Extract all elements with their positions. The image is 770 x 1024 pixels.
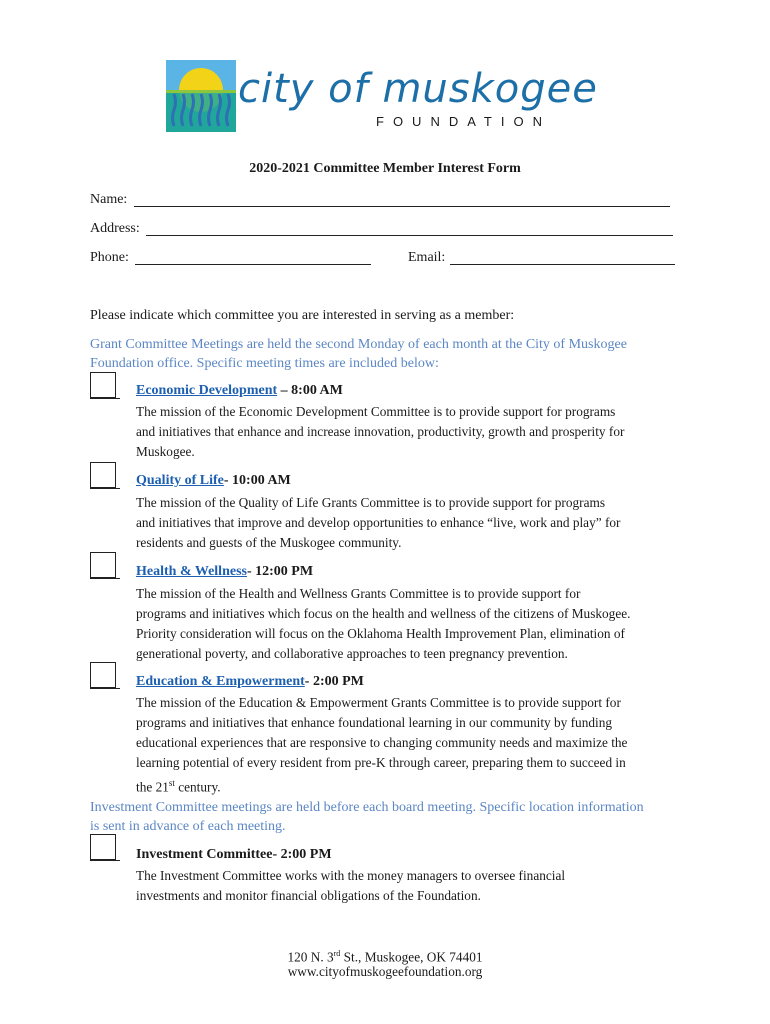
sun-waves-icon: [166, 60, 236, 132]
committee-heading: [136, 383, 343, 399]
checkbox-underline: [90, 578, 120, 579]
committee-time: - 10:00 AM: [223, 473, 291, 488]
description-line: programs and initiatives that enhance foundational learning in our community by funding: [136, 715, 612, 730]
investment-note-line-1: Investment Committee meetings are held before each board meeting. Specific location information: [90, 800, 644, 815]
checkbox-underline: [90, 860, 120, 861]
description-line: The mission of the Economic Development Committee is to provide support for programs: [136, 404, 616, 419]
checkbox-underline: [90, 488, 120, 489]
grant-note-line-1: Grant Committee Meetings are held the second Monday of each month at the City of Muskogee: [90, 337, 627, 352]
email-field[interactable]: [450, 264, 675, 265]
logo-wordmark: city of muskogee: [238, 66, 598, 112]
name-field[interactable]: [134, 206, 670, 207]
committee-description: [136, 584, 681, 664]
health-wellness-checkbox[interactable]: [90, 552, 116, 578]
committee-name-link[interactable]: Quality of Life: [136, 473, 224, 488]
description-line: educational experiences that are responsive to changing community needs and maximize the: [136, 735, 628, 750]
address-field[interactable]: [146, 235, 673, 236]
committee-time: – 8:00 AM: [277, 383, 343, 398]
committee-name-link[interactable]: Economic Development: [136, 383, 278, 398]
footer-website[interactable]: www.cityofmuskogeefoundation.org: [287, 964, 483, 979]
description-line: The mission of the Education & Empowerment Grants Committee is to provide support for: [136, 695, 621, 710]
investment-description: [136, 866, 681, 906]
description-line: residents and guests of the Muskogee community.: [136, 535, 402, 550]
committee-description: [136, 693, 681, 797]
footer-address: 120 N. 3rd St., Muskogee, OK 74401: [287, 949, 483, 965]
investment-note-line-2: is sent in advance of each meeting.: [90, 819, 286, 834]
checkbox-underline: [90, 398, 120, 399]
investment-heading: Investment Committee- 2:00 PM: [136, 847, 332, 862]
description-line: learning potential of every resident from pre-K through career, preparing them to succeed in: [136, 755, 626, 770]
description-line: programs and initiatives which focus on the health and wellness of the citizens of Muskogee.: [136, 606, 631, 621]
description-line: The Investment Committee works with the money managers to oversee financial: [136, 868, 566, 883]
description-line: Muskogee.: [136, 444, 195, 459]
description-line: generational poverty, and collaborative approaches to teen pregnancy prevention.: [136, 646, 568, 661]
quality-of-life-checkbox[interactable]: [90, 462, 116, 488]
economic-development-checkbox[interactable]: [90, 372, 116, 398]
description-line: and initiatives that improve and develop opportunities to enhance “live, work and play” for: [136, 515, 621, 530]
committee-heading: [136, 564, 313, 580]
description-line: the 21st century.: [136, 778, 221, 795]
committee-name-link[interactable]: Health & Wellness: [136, 564, 247, 579]
intro-text: Please indicate which committee you are interested in serving as a member:: [90, 308, 515, 323]
description-line: investments and monitor financial obligations of the Foundation.: [136, 888, 481, 903]
committee-heading: [136, 674, 364, 690]
phone-label: Phone:: [90, 250, 129, 265]
foundation-logo: [166, 60, 606, 136]
committee-description: [136, 402, 681, 462]
description-line: Priority consideration will focus on the Oklahoma Health Improvement Plan, elimination of: [136, 626, 625, 641]
email-label: Email:: [408, 250, 446, 265]
committee-description: [136, 493, 681, 553]
grant-note-line-2: Foundation office. Specific meeting times are included below:: [90, 356, 439, 371]
committee-name-link[interactable]: Education & Empowerment: [136, 674, 305, 689]
education-empowerment-checkbox[interactable]: [90, 662, 116, 688]
committee-time: - 2:00 PM: [304, 674, 364, 689]
address-label: Address:: [90, 221, 140, 236]
form-title: 2020-2021 Committee Member Interest Form: [249, 161, 521, 176]
committee-heading: [136, 473, 291, 489]
name-label: Name:: [90, 192, 128, 207]
logo-subtitle: FOUNDATION: [376, 114, 551, 129]
description-line: and initiatives that enhance and increase innovation, productivity, growth and prosperity for: [136, 424, 625, 439]
checkbox-underline: [90, 688, 120, 689]
committee-time: - 12:00 PM: [246, 564, 314, 579]
investment-committee-checkbox[interactable]: [90, 834, 116, 860]
phone-field[interactable]: [135, 264, 371, 265]
description-line: The mission of the Health and Wellness Grants Committee is to provide support for: [136, 586, 581, 601]
description-line: The mission of the Quality of Life Grants Committee is to provide support for programs: [136, 495, 606, 510]
